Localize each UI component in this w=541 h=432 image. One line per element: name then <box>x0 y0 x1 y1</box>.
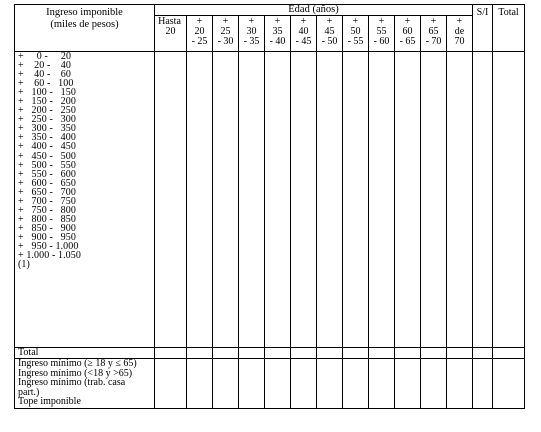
income-range-label: + 900 - 950 <box>18 231 76 243</box>
empty-data-cell <box>155 52 187 348</box>
age-header-line: 60 <box>402 26 413 37</box>
income-range-label: + 1.000 - 1.050 <box>18 250 81 262</box>
age-column-header <box>369 16 395 52</box>
empty-data-cell <box>265 52 291 348</box>
total-row-label: Total <box>15 348 155 359</box>
income-range-label: + 200 - 250 <box>18 105 76 117</box>
empty-data-cell <box>493 52 525 348</box>
minimum-income-label: Ingreso mínimo (≥ 18 y ≤ 65) <box>18 358 137 369</box>
age-header-line: - 45 <box>295 36 312 47</box>
age-header-line: Hasta <box>158 16 181 27</box>
empty-data-cell <box>239 52 265 348</box>
income-column-header <box>15 5 155 52</box>
age-header-line: + <box>196 16 203 27</box>
age-header-line: 70 <box>454 36 465 47</box>
income-range-label: + 700 - 750 <box>18 195 76 207</box>
income-header-units: (miles de pesos) <box>50 19 119 30</box>
empty-data-cell <box>447 348 473 359</box>
minimum-income-label: Ingreso mínimo (trab. casa <box>18 377 126 389</box>
income-range-label: + 60 - 100 <box>18 78 74 90</box>
age-header-line: - 65 <box>399 36 416 47</box>
empty-data-cell <box>155 348 187 359</box>
income-range-label: + 450 - 500 <box>18 150 76 162</box>
empty-data-cell <box>447 52 473 348</box>
empty-data-cell <box>421 359 447 409</box>
age-header-line: + <box>274 16 281 27</box>
income-range-label: + 400 - 450 <box>18 141 76 153</box>
empty-data-cell <box>187 359 213 409</box>
empty-data-cell <box>213 359 239 409</box>
age-header-line: 55 <box>376 26 387 37</box>
minimum-income-labels-cell <box>15 359 155 409</box>
age-column-header <box>187 16 213 52</box>
age-header-line: + <box>456 16 463 27</box>
empty-data-cell <box>213 52 239 348</box>
age-header-line: 50 <box>350 26 361 37</box>
empty-data-cell <box>317 348 343 359</box>
age-header-line: 30 <box>246 26 257 37</box>
income-range-label: + 950 - 1.000 <box>18 240 79 252</box>
empty-data-cell <box>473 348 493 359</box>
empty-data-cell <box>343 359 369 409</box>
empty-data-cell <box>447 359 473 409</box>
age-header-line: + <box>326 16 333 27</box>
empty-data-cell <box>421 52 447 348</box>
age-header-line: - 25 <box>191 36 208 47</box>
empty-data-cell <box>369 348 395 359</box>
income-range-label: + 0 - 20 <box>18 51 72 62</box>
empty-data-cell <box>473 52 493 348</box>
income-range-label: + 650 - 700 <box>18 186 76 198</box>
age-header-line: + <box>378 16 385 27</box>
income-range-label: + 850 - 900 <box>18 222 76 234</box>
age-header-line: 35 <box>272 26 283 37</box>
empty-data-cell <box>239 359 265 409</box>
empty-data-cell <box>265 359 291 409</box>
income-age-table <box>14 4 525 409</box>
age-header-line: - 35 <box>243 36 260 47</box>
income-range-label: + 40 - 60 <box>18 69 71 81</box>
age-column-header <box>447 16 473 52</box>
age-column-header <box>291 16 317 52</box>
empty-data-cell <box>395 52 421 348</box>
empty-data-cell <box>493 348 525 359</box>
empty-data-cell <box>317 359 343 409</box>
age-header-line: - 60 <box>373 36 390 47</box>
age-column-header <box>421 16 447 52</box>
empty-data-cell <box>187 348 213 359</box>
income-range-label: + 800 - 850 <box>18 213 76 225</box>
income-range-label: + 300 - 350 <box>18 123 76 135</box>
age-header-line: + <box>248 16 255 27</box>
age-header-line: 25 <box>220 26 231 37</box>
empty-data-cell <box>213 348 239 359</box>
minimum-income-label: Tope imponible <box>18 396 81 408</box>
age-header-line: - 50 <box>321 36 338 47</box>
age-column-header <box>239 16 265 52</box>
income-ranges-cell <box>15 52 155 348</box>
income-range-label: + 250 - 300 <box>18 114 76 126</box>
income-range-label: + 100 - 150 <box>18 87 76 99</box>
age-header-line: + <box>430 16 437 27</box>
si-column-header: S/I <box>473 5 493 52</box>
age-header-line: - 70 <box>425 36 442 47</box>
age-header-line: - 30 <box>217 36 234 47</box>
age-header-line: + <box>222 16 229 27</box>
income-range-label: + 550 - 600 <box>18 168 76 180</box>
age-column-header <box>213 16 239 52</box>
empty-data-cell <box>187 52 213 348</box>
age-group-header: Edad (años) <box>155 5 473 16</box>
empty-data-cell <box>317 52 343 348</box>
empty-data-cell <box>369 359 395 409</box>
income-range-label: + 20 - 40 <box>18 60 71 72</box>
age-column-header <box>317 16 343 52</box>
empty-data-cell <box>265 348 291 359</box>
minimum-income-label: part.) <box>18 386 40 398</box>
empty-data-cell <box>395 348 421 359</box>
empty-data-cell <box>369 52 395 348</box>
minimum-income-label: Ingreso mínimo (<18 y >65) <box>18 367 133 379</box>
age-column-header <box>395 16 421 52</box>
age-header-line: - 55 <box>347 36 364 47</box>
age-header-line: 20 <box>194 26 205 37</box>
age-column-header <box>155 16 187 52</box>
income-header-title: Ingreso imponible <box>46 7 123 18</box>
age-header-line: - 40 <box>269 36 286 47</box>
empty-data-cell <box>155 359 187 409</box>
age-header-line: + <box>404 16 411 27</box>
income-range-label: + 600 - 650 <box>18 177 76 189</box>
total-column-header: Total <box>493 5 525 52</box>
age-header-line: + <box>352 16 359 27</box>
empty-data-cell <box>291 359 317 409</box>
empty-data-cell <box>239 348 265 359</box>
age-header-line: 40 <box>298 26 309 37</box>
age-column-header <box>265 16 291 52</box>
income-range-label: (1) <box>18 259 30 271</box>
age-header-line: + <box>300 16 307 27</box>
age-header-line: 20 <box>165 26 176 37</box>
empty-data-cell <box>291 52 317 348</box>
empty-data-cell <box>343 52 369 348</box>
income-range-label: + 350 - 400 <box>18 132 76 144</box>
empty-data-cell <box>291 348 317 359</box>
empty-data-cell <box>421 348 447 359</box>
empty-data-cell <box>493 359 525 409</box>
income-range-label: + 150 - 200 <box>18 96 76 108</box>
empty-data-cell <box>343 348 369 359</box>
age-column-header <box>343 16 369 52</box>
empty-data-cell <box>473 359 493 409</box>
income-range-label: + 750 - 800 <box>18 204 76 216</box>
empty-data-cell <box>395 359 421 409</box>
age-header-line: 65 <box>428 26 439 37</box>
age-header-line: de <box>454 26 465 37</box>
income-range-label: + 500 - 550 <box>18 159 76 171</box>
age-header-line: 45 <box>324 26 335 37</box>
